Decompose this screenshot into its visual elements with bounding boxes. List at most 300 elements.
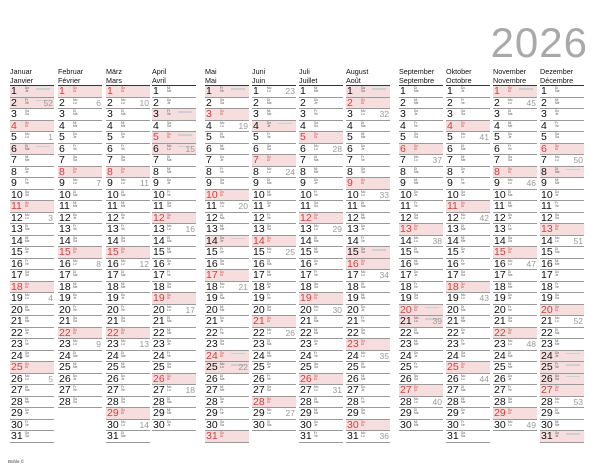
day-number: 27	[153, 384, 165, 396]
weekday-abbr: So Di	[220, 350, 224, 358]
weekday-abbr: Mo Lu	[25, 373, 30, 381]
weekday-abbr: Mi Me	[121, 362, 126, 370]
day-number: 2	[206, 96, 212, 109]
day-number: 12	[59, 211, 71, 224]
day-number: 17	[347, 269, 359, 281]
weekday-abbr: Di Ma	[361, 120, 366, 128]
weekday-abbr: Mo Lu	[25, 132, 30, 140]
day-number: 1	[11, 85, 17, 97]
weekday-abbr: Mi Me	[361, 132, 366, 140]
day-number: 14	[300, 234, 312, 247]
week-number: 25	[285, 247, 295, 257]
day-number: 27	[253, 384, 265, 396]
day-number: 12	[541, 211, 553, 224]
day-number: 29	[11, 407, 23, 419]
day-number: 21	[107, 315, 119, 327]
weekday-abbr: So Di	[508, 247, 512, 255]
weekday-abbr: So Di	[461, 281, 465, 289]
holiday-note	[231, 353, 245, 355]
day-number: 14	[206, 234, 218, 247]
day-number: 22	[206, 326, 218, 339]
weekday-abbr: Mi Me	[461, 155, 466, 163]
weekday-abbr: Fr Ve	[25, 419, 29, 427]
day-number: 8	[206, 165, 212, 178]
weekday-abbr: Do Je	[121, 373, 126, 381]
weekday-abbr: Mo Lu	[25, 293, 30, 301]
holiday-note	[519, 88, 533, 90]
weekday-abbr: Fr Ve	[25, 258, 29, 266]
weekday-abbr: Sa Sa	[220, 178, 224, 186]
day-number: 9	[541, 177, 547, 189]
month-name-de: Januar	[10, 67, 32, 76]
weekday-abbr: Fr Ve	[25, 178, 29, 186]
weekday-abbr: Fr Ve	[555, 362, 559, 370]
day-number: 9	[153, 177, 159, 189]
weekday-abbr: So Di	[314, 373, 318, 381]
day-number: 29	[347, 407, 359, 419]
weekday-abbr: Di Ma	[121, 189, 126, 197]
day-number: 17	[206, 269, 218, 281]
day-number: 1	[400, 85, 406, 97]
weekday-abbr: So Di	[508, 166, 512, 174]
day-number: 6	[206, 142, 212, 155]
weekday-abbr: Fr Ve	[414, 201, 418, 209]
day-number: 1	[153, 85, 159, 97]
holiday-note	[36, 146, 50, 148]
day-number: 31	[541, 430, 553, 442]
weekday-abbr: Do Je	[361, 304, 366, 312]
weekday-abbr: Sa Sa	[314, 281, 318, 289]
weekday-abbr: Do Je	[167, 178, 172, 186]
day-number: 20	[206, 303, 218, 316]
month-name-fr: Mai	[205, 76, 217, 85]
weekday-abbr: Mi Me	[314, 327, 319, 335]
weekday-abbr: Mi Me	[25, 316, 30, 324]
day-number: 9	[400, 177, 406, 189]
weekday-abbr: Sa Sa	[267, 224, 271, 232]
week-number: 36	[379, 431, 389, 441]
day-number: 28	[494, 395, 506, 408]
week-number: 12	[139, 258, 149, 269]
day-number: 6	[59, 142, 65, 155]
weekday-abbr: Fr Ve	[167, 350, 171, 358]
weekday-abbr: So Di	[461, 120, 465, 128]
day-number: 14	[253, 234, 265, 247]
weekday-abbr: Fr Ve	[73, 224, 77, 232]
day-number: 27	[59, 384, 71, 396]
day-number: 26	[541, 372, 553, 385]
day-number: 23	[447, 338, 459, 350]
day-number: 21	[11, 315, 23, 327]
weekday-abbr: Di Ma	[73, 350, 78, 358]
day-number: 23	[541, 338, 553, 350]
weekday-abbr: Mi Me	[508, 120, 513, 128]
month-name-de: Oktober	[446, 67, 472, 76]
month-header	[10, 66, 54, 86]
week-number: 21	[238, 281, 248, 292]
week-number: 14	[139, 419, 149, 430]
day-number: 21	[400, 315, 412, 327]
weekday-abbr: Do Je	[508, 212, 513, 220]
month-name-de: April	[152, 67, 167, 76]
day-number: 28	[107, 395, 119, 408]
day-number: 17	[400, 269, 412, 281]
weekday-abbr: Di Ma	[555, 247, 560, 255]
day-number: 8	[300, 165, 306, 178]
day-number: 13	[253, 223, 265, 235]
day-number: 5	[400, 131, 406, 143]
weekday-abbr: Di Ma	[361, 201, 366, 209]
weekday-abbr: Mo Lu	[314, 224, 319, 232]
weekday-abbr: Fr Ve	[361, 155, 365, 163]
month-header	[106, 66, 150, 86]
weekday-abbr: Fr Ve	[461, 178, 465, 186]
weekday-abbr: Di Ma	[25, 304, 30, 312]
weekday-abbr: Fr Ve	[461, 97, 465, 105]
weekday-abbr: Fr Ve	[25, 97, 29, 105]
week-number: 43	[479, 293, 489, 303]
day-cell	[399, 420, 443, 432]
month-column-dezember	[540, 66, 584, 443]
day-number: 10	[153, 188, 165, 201]
weekday-abbr: Do Je	[555, 109, 560, 117]
day-number: 23	[300, 338, 312, 350]
day-number: 3	[400, 108, 406, 120]
week-number: 15	[185, 143, 195, 154]
month-name-de: August	[346, 67, 369, 76]
calendar-year-title: 2026	[490, 19, 588, 66]
weekday-abbr: Mi Me	[461, 235, 466, 243]
week-number: 29	[332, 224, 342, 234]
week-number: 50	[573, 155, 583, 165]
weekday-abbr: Fr Ve	[461, 258, 465, 266]
week-number: 44	[479, 373, 489, 384]
weekday-abbr: Do Je	[361, 385, 366, 393]
day-number: 7	[107, 154, 113, 166]
weekday-abbr: Sa Sa	[167, 362, 171, 370]
weekday-abbr: So Di	[555, 385, 559, 393]
day-number: 1	[107, 85, 113, 97]
weekday-abbr: Mi Me	[220, 385, 225, 393]
weekday-abbr: Sa Sa	[220, 339, 224, 347]
weekday-abbr: Di Ma	[555, 408, 560, 416]
day-number: 5	[347, 131, 353, 143]
weekday-abbr: Di Ma	[461, 224, 466, 232]
day-number: 17	[494, 269, 506, 281]
month-name-fr: Avril	[152, 76, 166, 85]
day-number: 17	[253, 269, 265, 281]
weekday-abbr: Di Ma	[121, 431, 126, 439]
weekday-abbr: Sa Sa	[220, 419, 224, 427]
day-cell	[493, 420, 537, 432]
day-number: 26	[11, 372, 23, 385]
weekday-abbr: Sa Sa	[361, 247, 365, 255]
day-number: 19	[11, 292, 23, 304]
weekday-abbr: Do Je	[555, 350, 560, 358]
day-number: 9	[347, 177, 353, 189]
weekday-abbr: So Di	[508, 408, 512, 416]
day-number: 27	[541, 384, 553, 396]
day-number: 11	[300, 200, 311, 212]
weekday-abbr: So Di	[220, 109, 224, 117]
month-name-de: Juni	[252, 67, 266, 76]
day-number: 29	[541, 407, 553, 419]
weekday-abbr: Sa Sa	[121, 316, 125, 324]
weekday-abbr: Fr Ve	[314, 431, 318, 439]
day-number: 24	[206, 349, 218, 362]
weekday-abbr: Do Je	[25, 166, 30, 174]
weekday-abbr: Sa Sa	[267, 143, 271, 151]
month-name-de: März	[106, 67, 122, 76]
weekday-abbr: Mi Me	[508, 281, 513, 289]
week-number: 37	[432, 155, 442, 165]
day-number: 26	[347, 372, 359, 385]
weekday-abbr: Di Ma	[414, 408, 419, 416]
day-number: 1	[300, 85, 306, 97]
weekday-abbr: So Di	[25, 362, 29, 370]
day-number: 14	[447, 234, 459, 247]
day-number: 16	[206, 257, 218, 270]
week-number: 5	[48, 373, 53, 384]
day-number: 2	[400, 96, 406, 109]
day-number: 30	[447, 418, 459, 431]
day-number: 10	[347, 188, 359, 201]
weekday-abbr: Do Je	[461, 86, 466, 94]
day-number: 25	[347, 361, 359, 373]
day-number: 19	[300, 292, 312, 304]
weekday-abbr: Do Je	[414, 109, 419, 117]
day-number: 25	[153, 361, 165, 373]
weekday-abbr: Do Je	[220, 316, 225, 324]
weekday-abbr: Mo Lu	[414, 155, 419, 163]
day-number: 11	[494, 200, 505, 212]
weekday-abbr: Do Je	[73, 373, 78, 381]
week-number: 11	[140, 178, 149, 188]
day-number: 30	[400, 418, 412, 431]
weekday-abbr: Mo Lu	[73, 339, 78, 347]
day-number: 15	[541, 246, 553, 258]
day-number: 26	[253, 372, 265, 385]
weekday-abbr: So Di	[314, 293, 318, 301]
weekday-abbr: Di Ma	[220, 293, 225, 301]
day-number: 5	[300, 131, 306, 143]
weekday-abbr: Mo Lu	[361, 109, 366, 117]
day-number: 7	[400, 154, 406, 166]
day-number: 16	[153, 257, 165, 270]
week-number: 3	[48, 212, 53, 223]
day-number: 9	[253, 177, 259, 189]
day-number: 13	[153, 223, 165, 235]
day-number: 22	[300, 326, 312, 339]
day-number: 15	[153, 246, 165, 258]
day-number: 31	[107, 430, 119, 442]
weekday-abbr: Di Ma	[25, 385, 30, 393]
month-name-fr: Mars	[106, 76, 122, 85]
day-number: 27	[206, 384, 218, 396]
weekday-abbr: Do Je	[461, 166, 466, 174]
day-number: 17	[11, 269, 23, 281]
weekday-abbr: Fr Ve	[361, 396, 365, 404]
weekday-abbr: Mi Me	[220, 143, 225, 151]
day-number: 15	[59, 246, 71, 258]
day-number: 11	[541, 200, 552, 212]
weekday-abbr: Do Je	[220, 235, 225, 243]
week-number: 26	[285, 327, 295, 338]
day-number: 11	[253, 200, 264, 212]
day-number: 24	[107, 349, 119, 362]
weekday-abbr: Fr Ve	[267, 373, 271, 381]
week-number: 17	[185, 304, 195, 315]
day-number: 22	[253, 326, 265, 339]
weekday-abbr: Mi Me	[314, 408, 319, 416]
day-number: 22	[11, 326, 23, 339]
week-number: 31	[332, 385, 342, 395]
weekday-abbr: Do Je	[73, 293, 78, 301]
week-number: 41	[479, 132, 489, 142]
day-number: 25	[541, 361, 553, 373]
month-column-mai	[205, 66, 249, 443]
day-number: 26	[206, 372, 218, 385]
month-name-fr: Août	[346, 76, 361, 85]
day-number: 19	[59, 292, 71, 304]
weekday-abbr: Do Je	[555, 431, 560, 439]
day-number: 9	[494, 177, 500, 189]
week-number: 33	[379, 189, 389, 200]
day-number: 28	[206, 395, 218, 408]
month-name-fr: Septembre	[399, 76, 435, 85]
day-number: 10	[59, 188, 71, 201]
week-number: 28	[332, 143, 342, 154]
day-number: 6	[11, 142, 17, 155]
weekday-abbr: Do Je	[167, 419, 172, 427]
week-number: 51	[573, 235, 583, 246]
weekday-abbr: Fr Ve	[414, 281, 418, 289]
day-number: 16	[447, 257, 459, 270]
day-number: 7	[300, 154, 306, 166]
day-number: 17	[153, 269, 165, 281]
weekday-abbr: Di Ma	[461, 304, 466, 312]
day-number: 12	[347, 211, 359, 224]
day-number: 6	[347, 142, 353, 155]
weekday-abbr: Mi Me	[508, 362, 513, 370]
holiday-note	[178, 111, 192, 113]
day-number: 7	[253, 154, 259, 166]
weekday-abbr: Di Ma	[25, 224, 30, 232]
weekday-abbr: Di Ma	[361, 281, 366, 289]
month-column-märz	[106, 66, 150, 443]
day-number: 8	[347, 165, 353, 178]
weekday-abbr: Mi Me	[361, 212, 366, 220]
week-number: 27	[285, 408, 295, 418]
publisher-mark: Bühle ©	[8, 459, 25, 464]
weekday-abbr: Mo Lu	[121, 178, 126, 186]
month-header	[58, 66, 102, 86]
weekday-abbr: Mo Lu	[461, 293, 466, 301]
month-header	[399, 66, 443, 86]
weekday-abbr: Do Je	[25, 86, 30, 94]
day-number: 23	[107, 338, 119, 350]
week-number: 20	[238, 201, 248, 211]
day-cell	[58, 397, 102, 409]
day-number: 11	[107, 200, 118, 212]
weekday-abbr: Do Je	[167, 258, 172, 266]
month-name-de: Mai	[205, 67, 217, 76]
weekday-abbr: Di Ma	[508, 109, 513, 117]
day-number: 25	[400, 361, 412, 373]
day-cell	[540, 431, 584, 443]
day-number: 26	[447, 372, 459, 385]
month-column-februar	[58, 66, 102, 408]
weekday-abbr: Di Ma	[267, 178, 272, 186]
weekday-abbr: Di Ma	[220, 132, 225, 140]
weekday-abbr: Fr Ve	[361, 316, 365, 324]
weekday-abbr: Do Je	[414, 270, 419, 278]
week-number: 38	[432, 235, 442, 246]
week-number: 9	[96, 339, 101, 349]
day-number: 4	[447, 119, 453, 132]
day-number: 19	[153, 292, 165, 304]
weekday-abbr: So Di	[121, 408, 125, 416]
month-name-de: Dezember	[540, 67, 574, 76]
weekday-abbr: Sa Sa	[414, 373, 418, 381]
day-number: 18	[400, 280, 412, 293]
day-number: 15	[107, 246, 119, 258]
week-number: 24	[285, 166, 295, 177]
month-name-fr: Janvier	[10, 76, 34, 85]
week-number: 52	[573, 316, 583, 326]
weekday-abbr: Fr Ve	[267, 132, 271, 140]
weekday-abbr: So Di	[121, 247, 125, 255]
day-number: 18	[107, 280, 119, 293]
weekday-abbr: Sa Sa	[167, 120, 171, 128]
weekday-abbr: Mi Me	[361, 373, 366, 381]
weekday-abbr: Mi Me	[73, 281, 78, 289]
day-number: 7	[494, 154, 500, 166]
day-number: 24	[447, 349, 459, 362]
weekday-abbr: Do Je	[314, 258, 319, 266]
day-number: 3	[541, 108, 547, 120]
day-number: 15	[11, 246, 23, 258]
weekday-abbr: Mo Lu	[121, 419, 126, 427]
day-number: 5	[59, 131, 65, 143]
weekday-abbr: Sa Sa	[414, 212, 418, 220]
day-number: 23	[206, 338, 218, 350]
day-number: 22	[107, 326, 119, 339]
weekday-abbr: Sa Sa	[555, 373, 559, 381]
day-number: 26	[153, 372, 165, 385]
day-number: 19	[107, 292, 119, 304]
weekday-abbr: Mo Lu	[220, 120, 225, 128]
weekday-abbr: So Di	[555, 304, 559, 312]
weekday-abbr: Mi Me	[361, 293, 366, 301]
weekday-abbr: Mi Me	[461, 316, 466, 324]
month-column-juli	[299, 66, 343, 443]
day-number: 20	[347, 303, 359, 316]
month-column-november	[493, 66, 537, 431]
week-number: 39	[432, 316, 442, 326]
day-number: 29	[107, 407, 119, 419]
weekday-abbr: Mi Me	[121, 120, 126, 128]
day-number: 14	[153, 234, 165, 247]
day-number: 27	[447, 384, 459, 396]
week-number: 45	[526, 97, 536, 108]
holiday-note	[566, 169, 580, 171]
day-number: 18	[153, 280, 165, 293]
day-number: 24	[400, 349, 412, 362]
weekday-abbr: Sa Sa	[461, 350, 465, 358]
day-number: 3	[253, 108, 259, 120]
weekday-abbr: Do Je	[361, 143, 366, 151]
